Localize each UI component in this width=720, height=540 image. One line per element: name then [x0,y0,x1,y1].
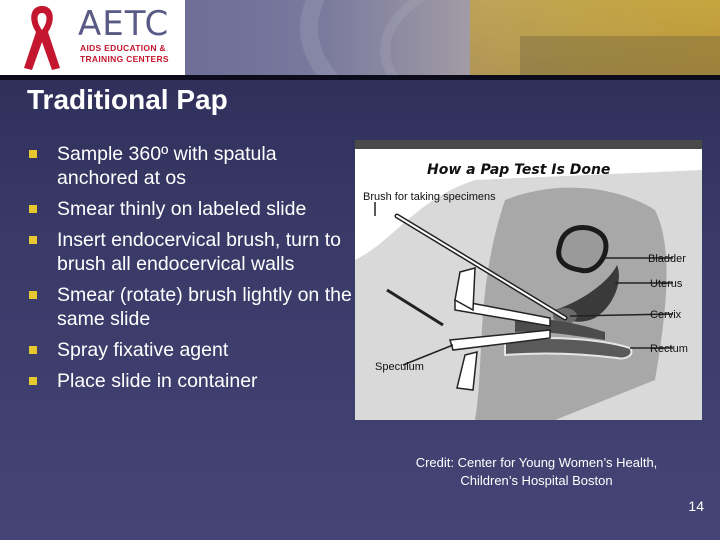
label-bladder: Bladder [648,253,686,265]
bullet-text: Smear (rotate) brush lightly on the same slide [57,284,352,330]
bullet-item [27,338,357,362]
square-bullet-icon [29,236,37,244]
bullet-text: Place slide in container [57,370,258,392]
bullet-text: Sample 360º with spatula anchored at os [57,143,277,189]
header-divider [0,75,720,80]
bullet-text: Smear thinly on labeled slide [57,198,307,220]
red-ribbon-icon [22,2,62,72]
logo-tagline-line2: TRAINING CENTERS [80,54,169,64]
square-bullet-icon [29,205,37,213]
pap-test-diagram [355,140,702,420]
slide-title: Traditional Pap [27,84,228,115]
label-uterus: Uterus [650,278,683,290]
bullet-item [27,142,357,190]
credit-line: Credit: Center for Young Women’s Health, [415,455,658,470]
logo-wordmark: AETC [78,4,170,44]
square-bullet-icon [29,377,37,385]
bullet-item [27,283,357,331]
bullet-item [27,228,357,276]
label-brush: Brush for taking specimens [363,191,496,203]
bullet-list [27,142,357,400]
pap-test-illustration [355,140,702,420]
header-band [0,0,720,75]
bullet-text: Insert endocervical brush, turn to brush all endocervical walls [57,229,341,275]
figure-title: How a Pap Test Is Done [427,162,611,178]
logo-tagline [80,43,169,65]
image-credit [380,454,693,490]
bullet-item [27,369,357,393]
bullet-item [27,197,357,221]
logo-tagline-line1: AIDS EDUCATION & [80,43,166,53]
slide-number: 14 [688,498,704,514]
square-bullet-icon [29,346,37,354]
label-rectum: Rectum [650,343,688,355]
credit-line: Children’s Hospital Boston [460,473,613,488]
label-cervix: Cervix [650,309,682,321]
label-speculum: Speculum [375,361,424,373]
header-gold-block [520,36,720,75]
square-bullet-icon [29,291,37,299]
aetc-logo [0,0,185,75]
square-bullet-icon [29,150,37,158]
bullet-text: Spray fixative agent [57,339,229,361]
